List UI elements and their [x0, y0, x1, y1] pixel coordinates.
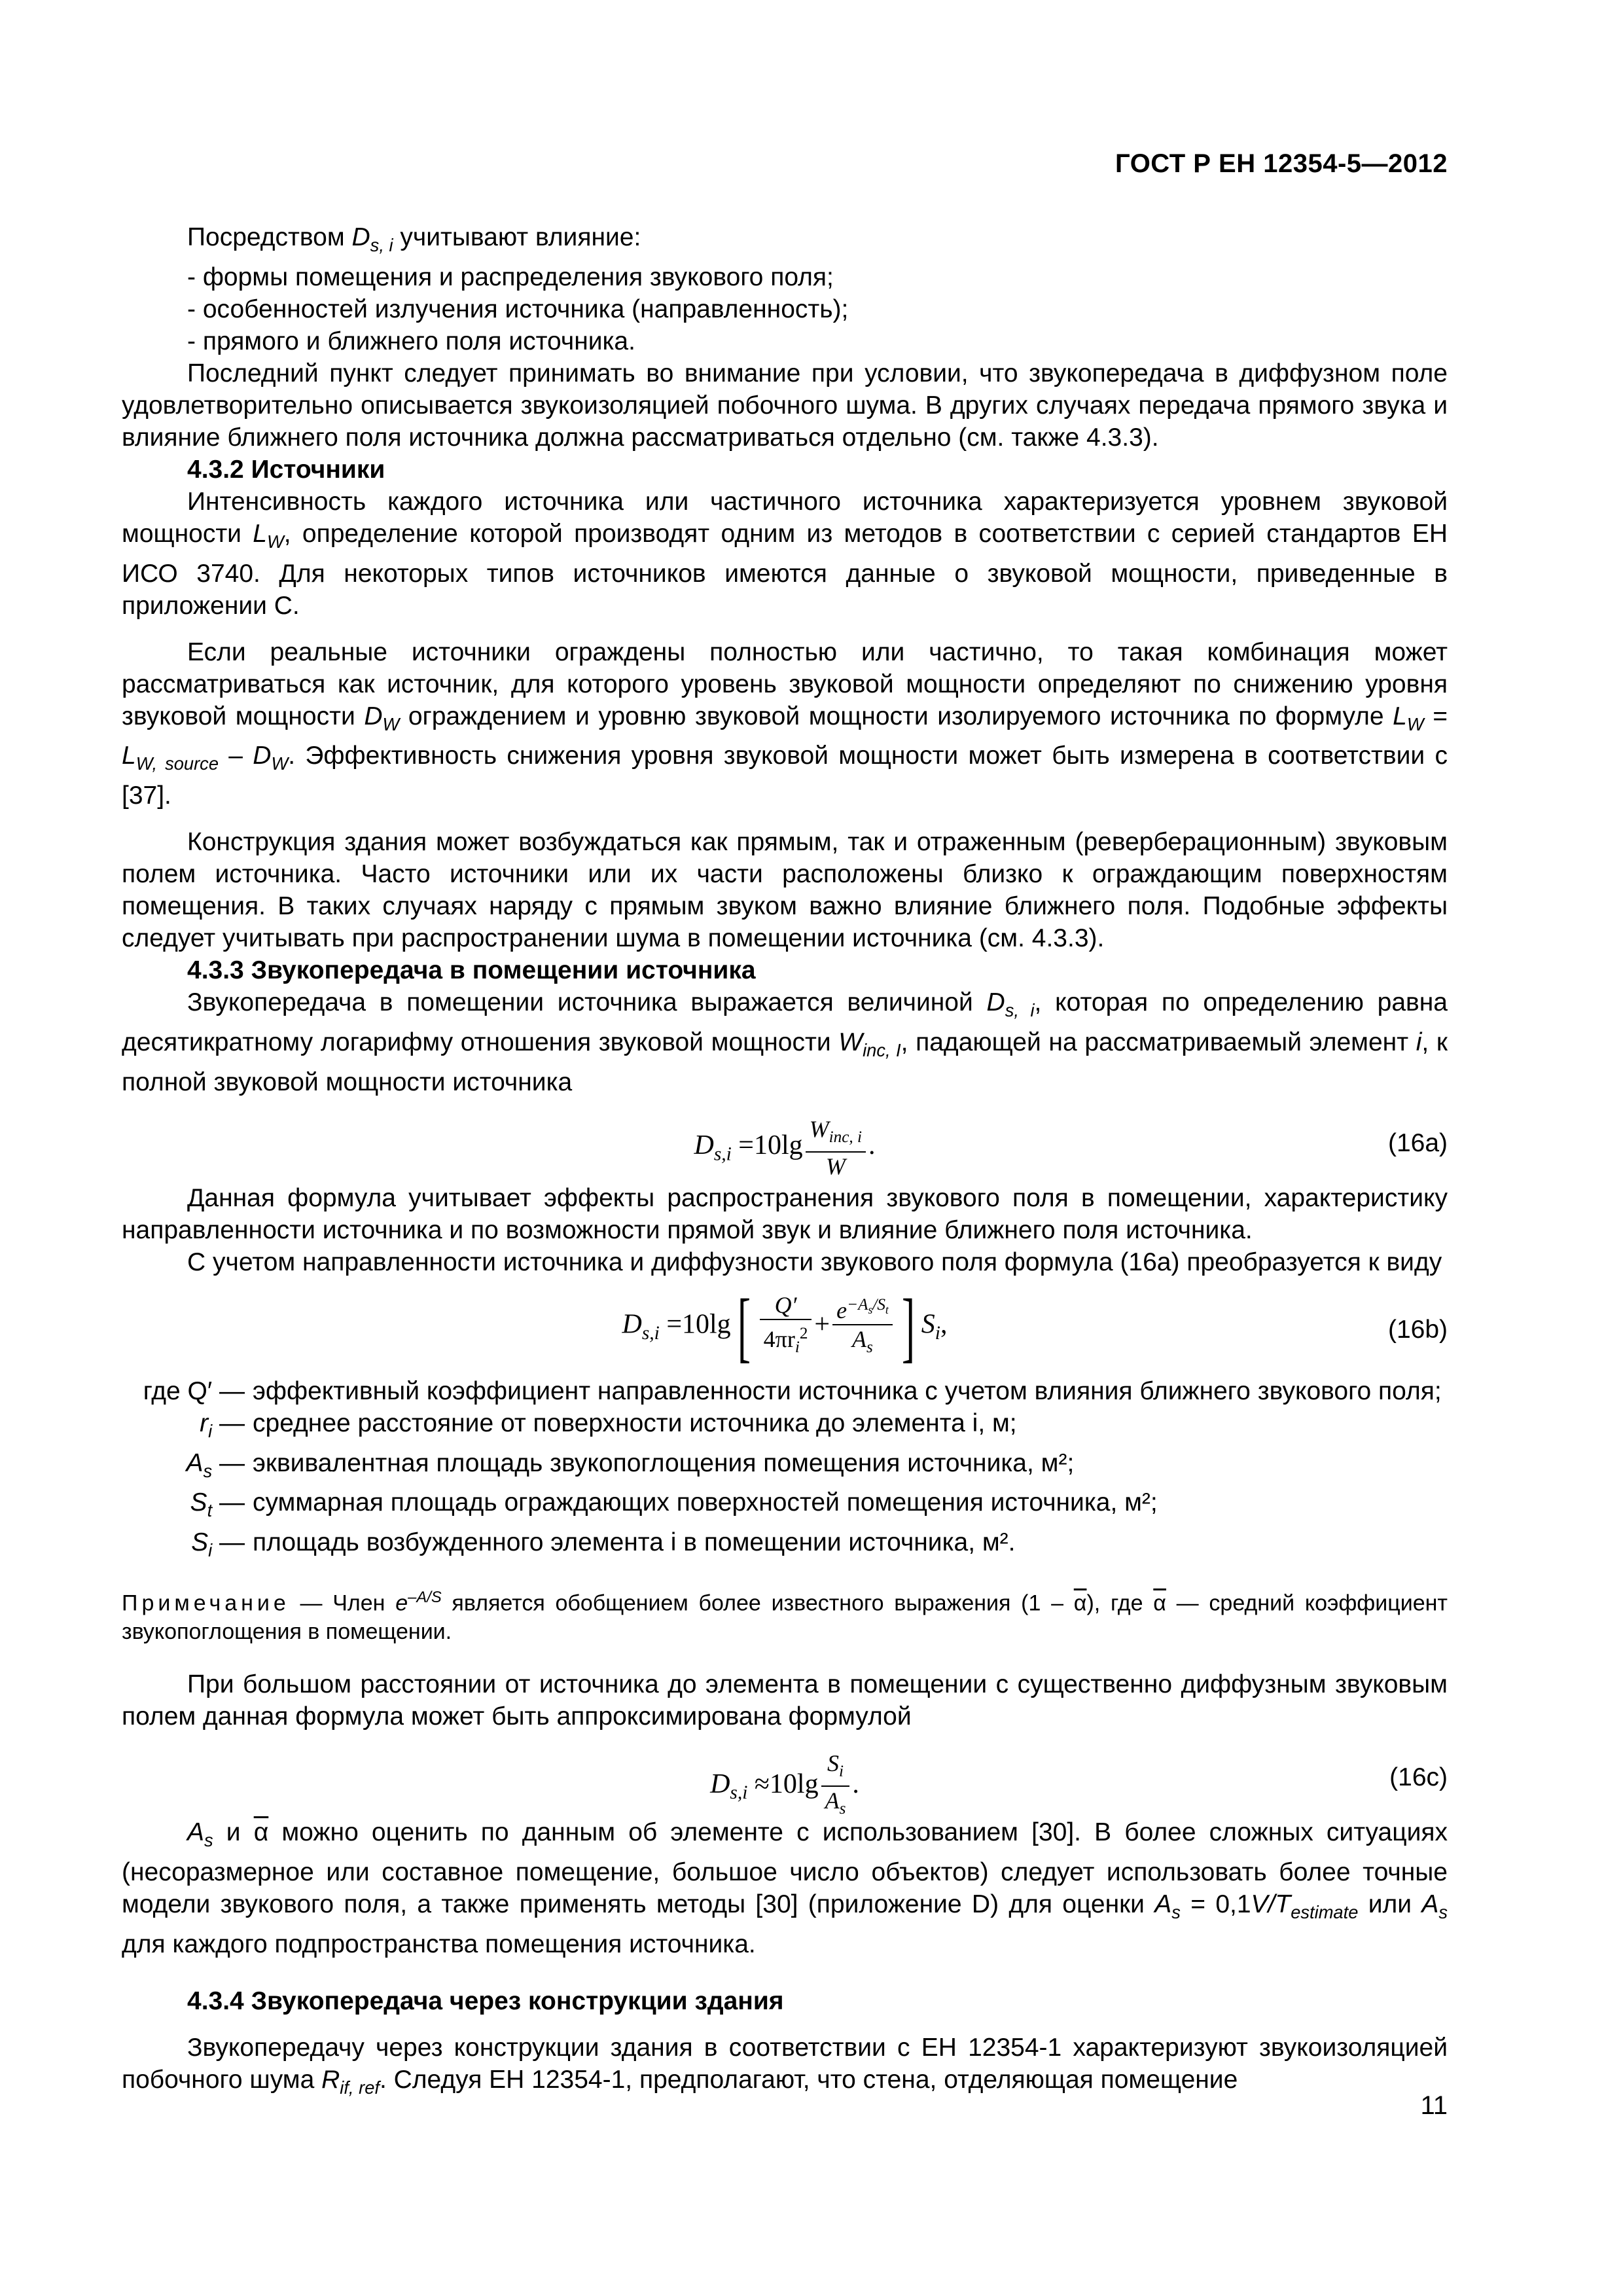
formula-16a	[122, 1107, 1448, 1179]
s433-paragraph-1: Звукопередача в помещении источника выражается величиной $D_{s, i}$, которая по определению равна десятикратному логарифму отношения звуковой мощности $W_{inc, I}$, падающей на рассматриваемый элемент i, к полной звуковой мощности источника	[122, 988, 1448, 1096]
formula-16c	[122, 1742, 1448, 1818]
formula-16c-label: (16c)	[1389, 1763, 1448, 1792]
section-heading-4-3-2: 4.3.2 Источники	[187, 455, 385, 484]
standard-header: ГОСТ Р ЕН 12354-5—2012	[1115, 149, 1448, 178]
s432-paragraph-1: Интенсивность каждого источника или частичного источника характеризуется уровнем звуковой мощности $L_W$, определение которой производят одним из методов в соответствии с серией стандартов ЕН ИСО 3740. Для некоторых типов источников имеются данные о звуковой мощности, приведенные в приложении С.	[122, 487, 1448, 620]
intro-item: - особенностей излучения источника (направленность);	[187, 295, 849, 323]
definition-row: $r_i$ — среднее расстояние от поверхности источника до элемента i, м;	[200, 1408, 1017, 1441]
intro-paragraph: Последний пункт следует принимать во внимание при условии, что звукопередача в диффузном поле удовлетворительно описывается звукоизоляцией побочного шума. В других случаях передача прямого звука и влияние ближнего поля источника должна рассматриваться отдельно (см. также 4.3.3).	[122, 359, 1448, 452]
page-number: 11	[1420, 2091, 1448, 2120]
section-heading-4-3-3: 4.3.3 Звукопередача в помещении источника	[187, 956, 756, 985]
intro-item: - формы помещения и распределения звукового поля;	[187, 262, 834, 291]
s433-paragraph-5: $A_s$ и $\overline{\alpha}$ можно оценить по данным об элементе с использованием [30]. В более сложных ситуациях (несоразмерное или составное помещение, большое число объектов) следует использовать более точные модели звукового поля, а также применять методы [30] (приложение D) для оценки $A_s = 0,1V/T_{estimate}$ или $A_s$ для каждого подпространства помещения источника.	[122, 1818, 1448, 1958]
s434-paragraph-1: Звукопередачу через конструкции здания в соответствии с ЕН 12354-1 характеризуют звукоизоляцией побочного шума $R_{if, ref}$. Следуя ЕН 12354-1, предполагают, что стена, отделяющая помещение	[122, 2033, 1448, 2098]
formula-16b-label: (16b)	[1387, 1315, 1448, 1344]
s432-paragraph-2: Если реальные источники ограждены полностью или частично, то такая комбинация может рассматриваться как источник, для которого уровень звуковой мощности определяют по снижению уровня звуковой мощности $D_W$ ограждением и уровню звуковой мощности изолируемого источника по формуле $L_W = L_{W, source} - D_W$. Эффективность снижения уровня звуковой мощности может быть измерена в соответствии с [37].	[122, 637, 1448, 810]
note: Примечание — Член $e^{-A/S}$ является обобщением более известного выражения $(1 - \overline{\alpha})$, где $\overline{\alpha}$ — средний коэффициент звукопоглощения в помещении.	[122, 1588, 1448, 1645]
document-body	[122, 221, 1448, 2104]
formula-16b	[122, 1282, 1448, 1370]
formula-16b-expression: $D_{s,i} =10\lg$[ $\frac{Q'}{4\pi r_i^2}$ + $\frac{e^{-A_s/S_t}}{A_s}$ ] $S_i$,	[622, 1282, 948, 1370]
definition-row: $S_i$ — площадь возбужденного элемента i в помещении источника, м².	[191, 1528, 1016, 1560]
definition-row: $A_s$ — эквивалентная площадь звукопоглощения помещения источника, м²;	[186, 1448, 1075, 1481]
formula-16a-expression: $D_{s,i} =10\lg$ $\frac{W_{inc, i}}{W}$ .	[694, 1115, 876, 1179]
definition-row: где Q′ — эффективный коэффициент направленности источника с учетом влияния ближнего звукового поля;	[143, 1376, 1442, 1405]
section-heading-4-3-4: 4.3.4 Звукопередача через конструкции здания	[187, 1986, 784, 2015]
definition-row: $S_t$ — суммарная площадь ограждающих поверхностей помещения источника, м²;	[190, 1488, 1158, 1521]
s433-paragraph-2: Данная формула учитывает эффекты распространения звукового поля в помещении, характеристику направленности источника и по возможности прямой звук и влияние ближнего поля источника.	[122, 1183, 1448, 1244]
s432-paragraph-3: Конструкция здания может возбуждаться как прямым, так и отраженным (реверберационным) звуковым полем источника. Часто источники или их части расположены близко к ограждающим поверхностям помещения. В таких случаях наряду с прямым звуком важно влияние ближнего поля. Подобные эффекты следует учитывать при распространении шума в помещении источника (см. 4.3.3).	[122, 828, 1448, 953]
intro-item: - прямого и ближнего поля источника.	[187, 327, 635, 355]
s433-paragraph-4: При большом расстоянии от источника до элемента в помещении с существенно диффузным звуковым полем данная формула может быть аппроксимирована формулой	[122, 1670, 1448, 1731]
formula-16a-label: (16a)	[1387, 1128, 1448, 1157]
s433-paragraph-3: С учетом направленности источника и диффузности звукового поля формула (16а) преобразуется к виду	[187, 1247, 1442, 1276]
formula-16c-expression: $D_{s,i} \approx 10\lg$ $\frac{S_i}{A_s}$ .	[710, 1750, 859, 1818]
symbol-definitions	[122, 1375, 1448, 1566]
intro-lead: Посредством $D_{s, i}$ учитывают влияние:	[187, 223, 641, 255]
